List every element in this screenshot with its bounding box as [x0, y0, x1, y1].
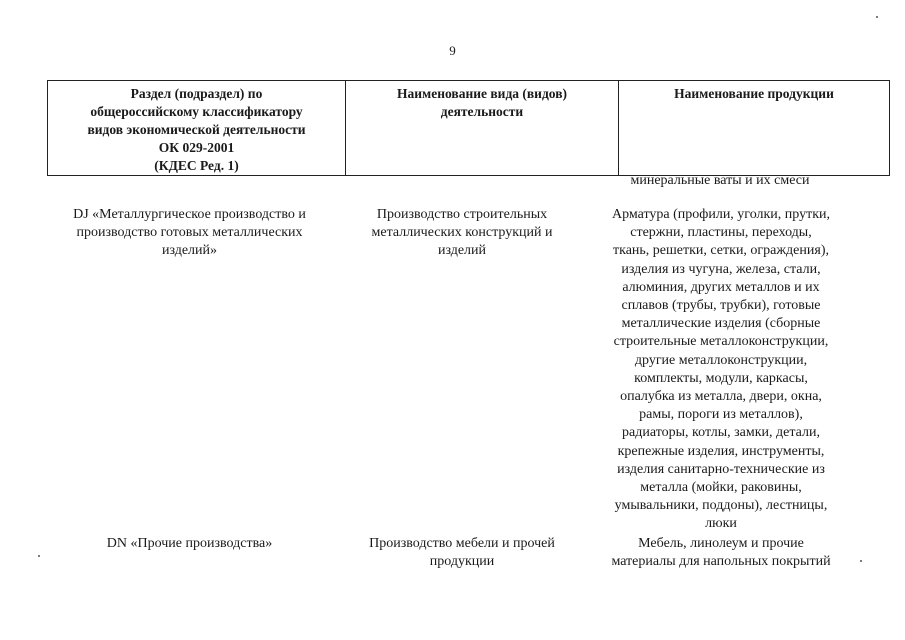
text-line: Производство мебели и прочей — [369, 536, 555, 551]
text-line: изделия из чугуна, железа, стали, — [621, 261, 821, 277]
text-line: изделий» — [161, 243, 218, 259]
text-line: изделия санитарно-технические из — [617, 461, 825, 477]
header-activity-line: Наименование вида (видов) — [397, 86, 567, 101]
text-line: металла (мойки, раковины, — [640, 480, 802, 496]
products-continuation — [590, 172, 850, 190]
classification-table-header — [47, 80, 890, 176]
text-line: Арматура (профили, уголки, прутки, — [611, 207, 831, 222]
text-line: минеральные ваты и их смеси — [630, 173, 810, 188]
text-line: люки — [705, 516, 737, 532]
text-line: металлических конструкций и — [371, 225, 553, 241]
row-1-section — [47, 206, 332, 261]
text-line: рамы, пороги из металлов), — [639, 407, 803, 423]
text-line: крепежные изделия, инструменты, — [617, 443, 825, 459]
scan-speck — [876, 16, 878, 18]
scan-speck — [38, 555, 40, 557]
text-line: DN «Прочие производства» — [106, 536, 273, 551]
text-line: алюминия, других металлов и их — [622, 279, 820, 295]
text-line: стержни, пластины, переходы, — [630, 225, 812, 241]
text-line: материалы для напольных покрытий — [611, 554, 831, 570]
text-line: опалубка из металла, двери, окна, — [620, 389, 822, 405]
header-activity-line: деятельности — [440, 104, 524, 119]
scan-speck — [860, 560, 862, 562]
row-2-section — [47, 535, 332, 553]
text-line: Мебель, линолеум и прочие — [638, 536, 804, 551]
row-1-activity — [332, 206, 592, 261]
text-line: строительные металлоконструкции, — [613, 334, 829, 350]
page-number: 9 — [449, 43, 456, 58]
header-activity-column — [346, 81, 619, 176]
text-line: сплавов (трубы, трубки), готовые — [621, 298, 821, 314]
header-section-line: (КДЕС Ред. 1) — [154, 158, 239, 173]
text-line: производство готовых металлических — [76, 225, 303, 241]
header-section-line: общероссийскому классификатору — [90, 104, 303, 119]
text-line: продукции — [429, 554, 495, 570]
text-line: ткань, решетки, сетки, ограждения), — [613, 243, 829, 259]
text-line: другие металлоконструкции, — [634, 352, 808, 368]
header-section-line: Раздел (подраздел) по — [130, 86, 263, 101]
row-2-products — [590, 535, 852, 571]
header-section-line: видов экономической деятельности — [87, 122, 306, 137]
row-1-products — [590, 206, 852, 534]
text-line: металлические изделия (сборные — [621, 316, 821, 332]
text-line: умывальники, поддоны), лестницы, — [614, 498, 828, 514]
header-section-column — [48, 81, 346, 176]
text-line: изделий — [437, 243, 487, 259]
header-products-line: Наименование продукции — [674, 86, 834, 101]
text-line: комплекты, модули, каркасы, — [634, 370, 808, 386]
text-line: Производство строительных — [376, 207, 548, 222]
text-line: радиаторы, котлы, замки, детали, — [622, 425, 820, 441]
text-line: DJ «Металлургическое производство и — [73, 207, 306, 222]
header-section-line: ОК 029-2001 — [158, 140, 235, 155]
row-2-activity — [332, 535, 592, 571]
header-products-column — [619, 81, 890, 176]
